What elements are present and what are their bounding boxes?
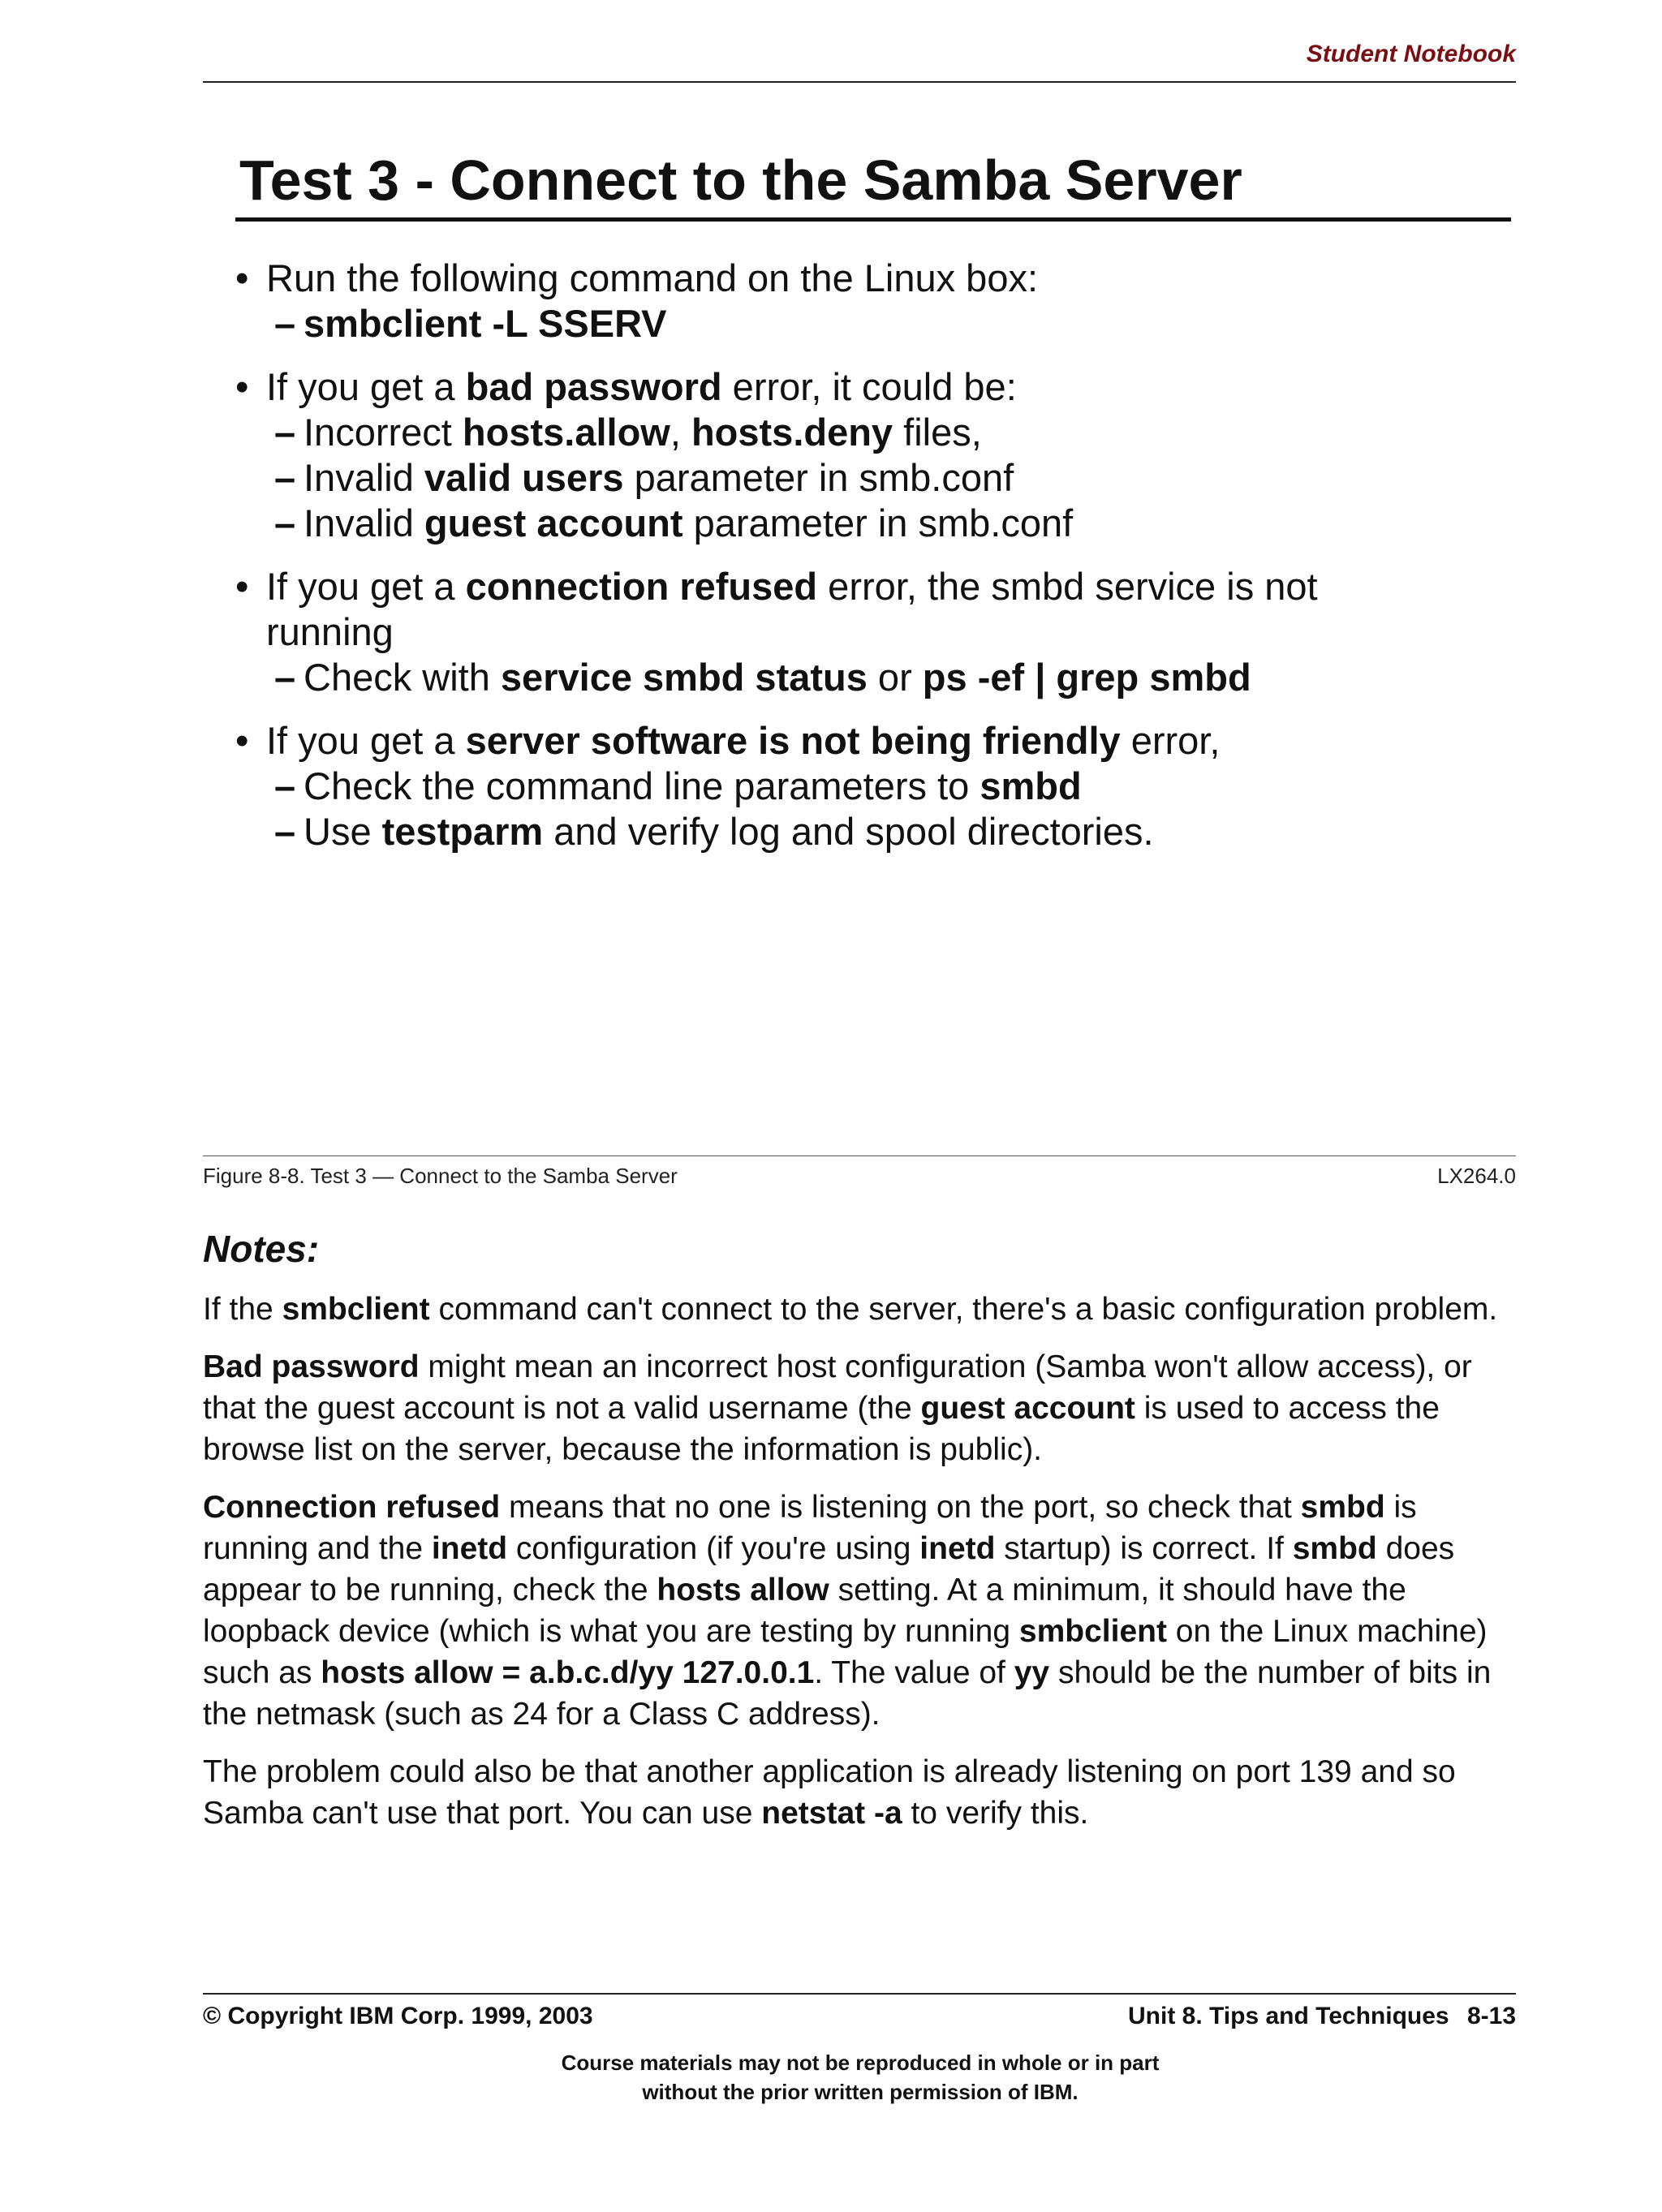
running-header: Student Notebook: [1306, 41, 1516, 67]
dash-icon: –: [274, 501, 296, 544]
dash-icon: –: [274, 456, 296, 499]
notes-paragraph: The problem could also be that another application is already listening on port 139 and so Samba can't use that port. You can use netstat -a to verify this.: [203, 1754, 1456, 1831]
sub-item: – Check the command line parameters to smbd: [274, 764, 1082, 807]
dash-icon: –: [274, 411, 296, 454]
sub-item: – Incorrect hosts.allow, hosts.deny files,: [274, 411, 982, 454]
slide-title: Test 3 - Connect to the Samba Server: [239, 148, 1242, 212]
notes-body: [203, 1289, 1518, 1850]
bullet-dot-icon: •: [235, 256, 249, 299]
copyright: © Copyright IBM Corp. 1999, 2003: [203, 2003, 593, 2029]
bullet-dot-icon: •: [235, 719, 249, 762]
dash-icon: –: [274, 810, 296, 853]
bullet-4: • If you get a server software is not being friendly error, – Check the command line parameters to smbd – Use testparm and verify log and spool directories.: [235, 718, 1501, 854]
figure-rule: [203, 1155, 1516, 1156]
footer-rule: [203, 1993, 1516, 1995]
header-rule: [203, 81, 1516, 83]
dash-icon: –: [274, 764, 296, 807]
notes-paragraph: If the smbclient command can't connect to the server, there's a basic configuration problem.: [203, 1292, 1498, 1327]
unit-title: Unit 8. Tips and Techniques: [1128, 2003, 1449, 2029]
sub-item: – Check with service smbd status or ps -ef | grep smbd: [274, 656, 1251, 699]
notes-paragraph: Connection refused means that no one is listening on the port, so check that smbd is running and the inetd configuration (if you're using inetd startup) is correct. If smbd does appear to be running, check the hosts allow setting. At a minimum, it should have the loopback device (which is what you are testing by running smbclient on the Linux machine) such as hosts allow = a.b.c.d/yy 127.0.0.1. The value of yy should be the number of bits in the netmask (such as 24 for a Class C address).: [203, 1490, 1492, 1732]
title-rule: [235, 217, 1511, 222]
dash-icon: –: [274, 302, 296, 345]
slide-bullets: [235, 256, 1501, 872]
bullet-2: • If you get a bad password error, it could be: – Incorrect hosts.allow, hosts.deny files, – Invalid valid users parameter in smb.conf – Invalid guest account parameter in smb.conf: [235, 364, 1501, 546]
figure-id: LX264.0: [1437, 1164, 1516, 1188]
notes-heading: Notes:: [203, 1228, 320, 1270]
sub-item: – Invalid guest account parameter in smb.conf: [274, 501, 1074, 544]
disclaimer: Course materials may not be reproduced in whole or in part without the prior written permission of IBM.: [561, 2051, 1160, 2104]
dash-icon: –: [274, 656, 296, 699]
sub-item: – Invalid valid users parameter in smb.conf: [274, 456, 1014, 499]
bullet-dot-icon: •: [235, 565, 249, 608]
sub-item: – Use testparm and verify log and spool directories.: [274, 810, 1154, 853]
page-number: 8-13: [1466, 2003, 1516, 2029]
bullet-3: • If you get a connection refused error, the smbd service is not running – Check with service smbd status or ps -ef | grep smbd: [235, 564, 1501, 700]
figure-caption: Figure 8-8. Test 3 — Connect to the Samba Server: [203, 1164, 678, 1188]
sub-item: – smbclient -L SSERV: [274, 302, 667, 345]
notes-paragraph: Bad password might mean an incorrect host configuration (Samba won't allow access), or that the guest account is not a valid username (the guest account is used to access the browse list on the server, because the information is public).: [203, 1349, 1472, 1467]
bullet-dot-icon: •: [235, 365, 249, 408]
bullet-1: • Run the following command on the Linux box: – smbclient -L SSERV: [235, 256, 1501, 346]
